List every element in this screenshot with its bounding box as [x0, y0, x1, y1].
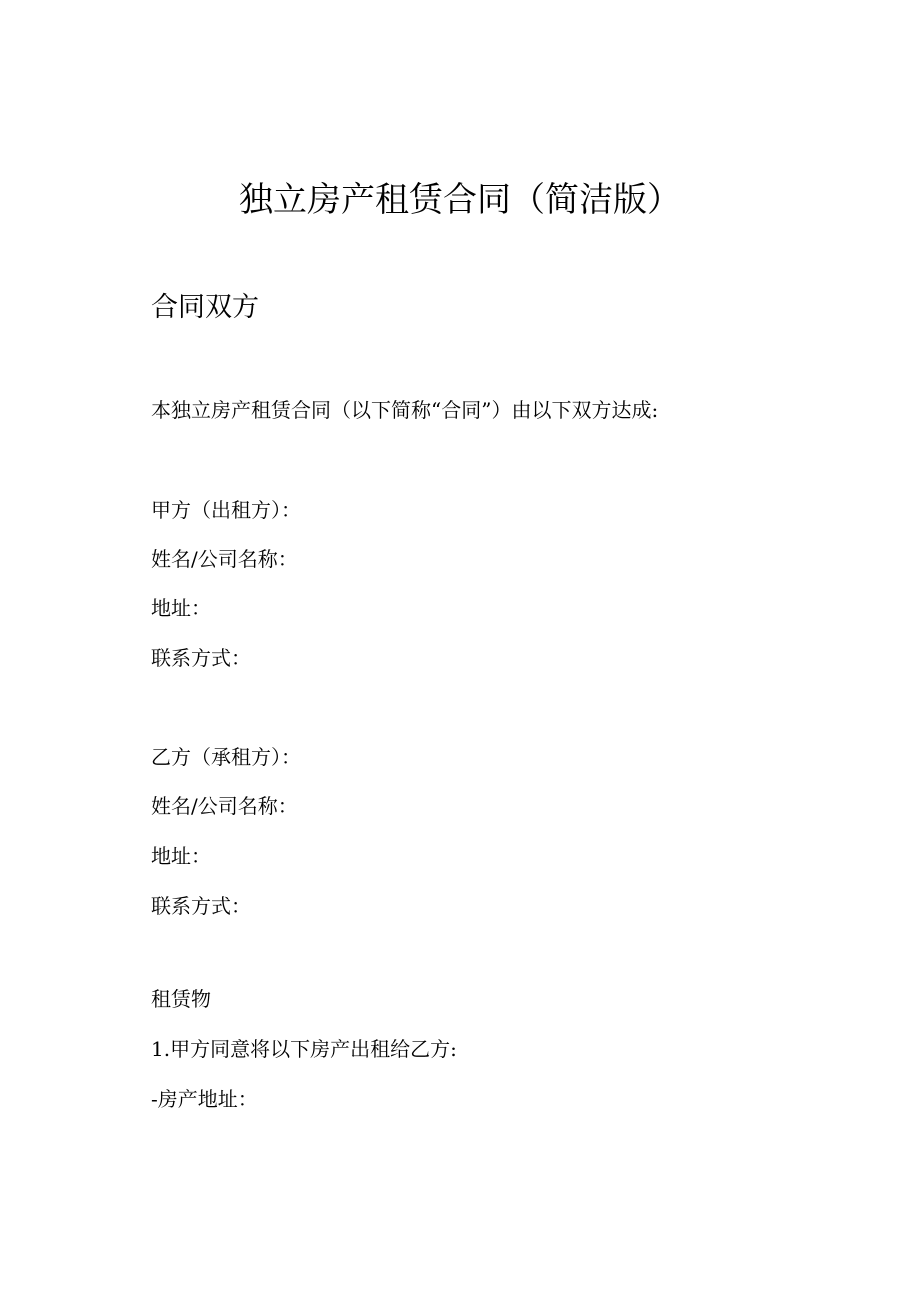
- party-b-heading: 乙方（承租方）：: [151, 745, 301, 769]
- intro-paragraph: 本独立房产租赁合同（以下简称“合同”）由以下双方达成:: [151, 398, 659, 422]
- lease-object-heading: 租赁物: [151, 987, 211, 1011]
- section-heading-parties: 合同双方: [151, 292, 259, 323]
- document-title: 独立房产租赁合同（简洁版）: [239, 180, 681, 220]
- party-a-heading: 甲方（出租方）：: [151, 498, 301, 522]
- party-b-name-label: 姓名/公司名称：: [151, 794, 298, 818]
- party-a-name-label: 姓名/公司名称：: [151, 547, 298, 571]
- party-a-address-label: 地址：: [151, 596, 211, 620]
- party-a-contact-label: 联系方式：: [151, 646, 251, 670]
- party-b-address-label: 地址：: [151, 844, 211, 868]
- party-b-contact-label: 联系方式：: [151, 894, 251, 918]
- lease-item-1-address: -房产地址：: [151, 1087, 258, 1111]
- lease-item-1: 1.甲方同意将以下房产出租给乙方:: [151, 1037, 457, 1061]
